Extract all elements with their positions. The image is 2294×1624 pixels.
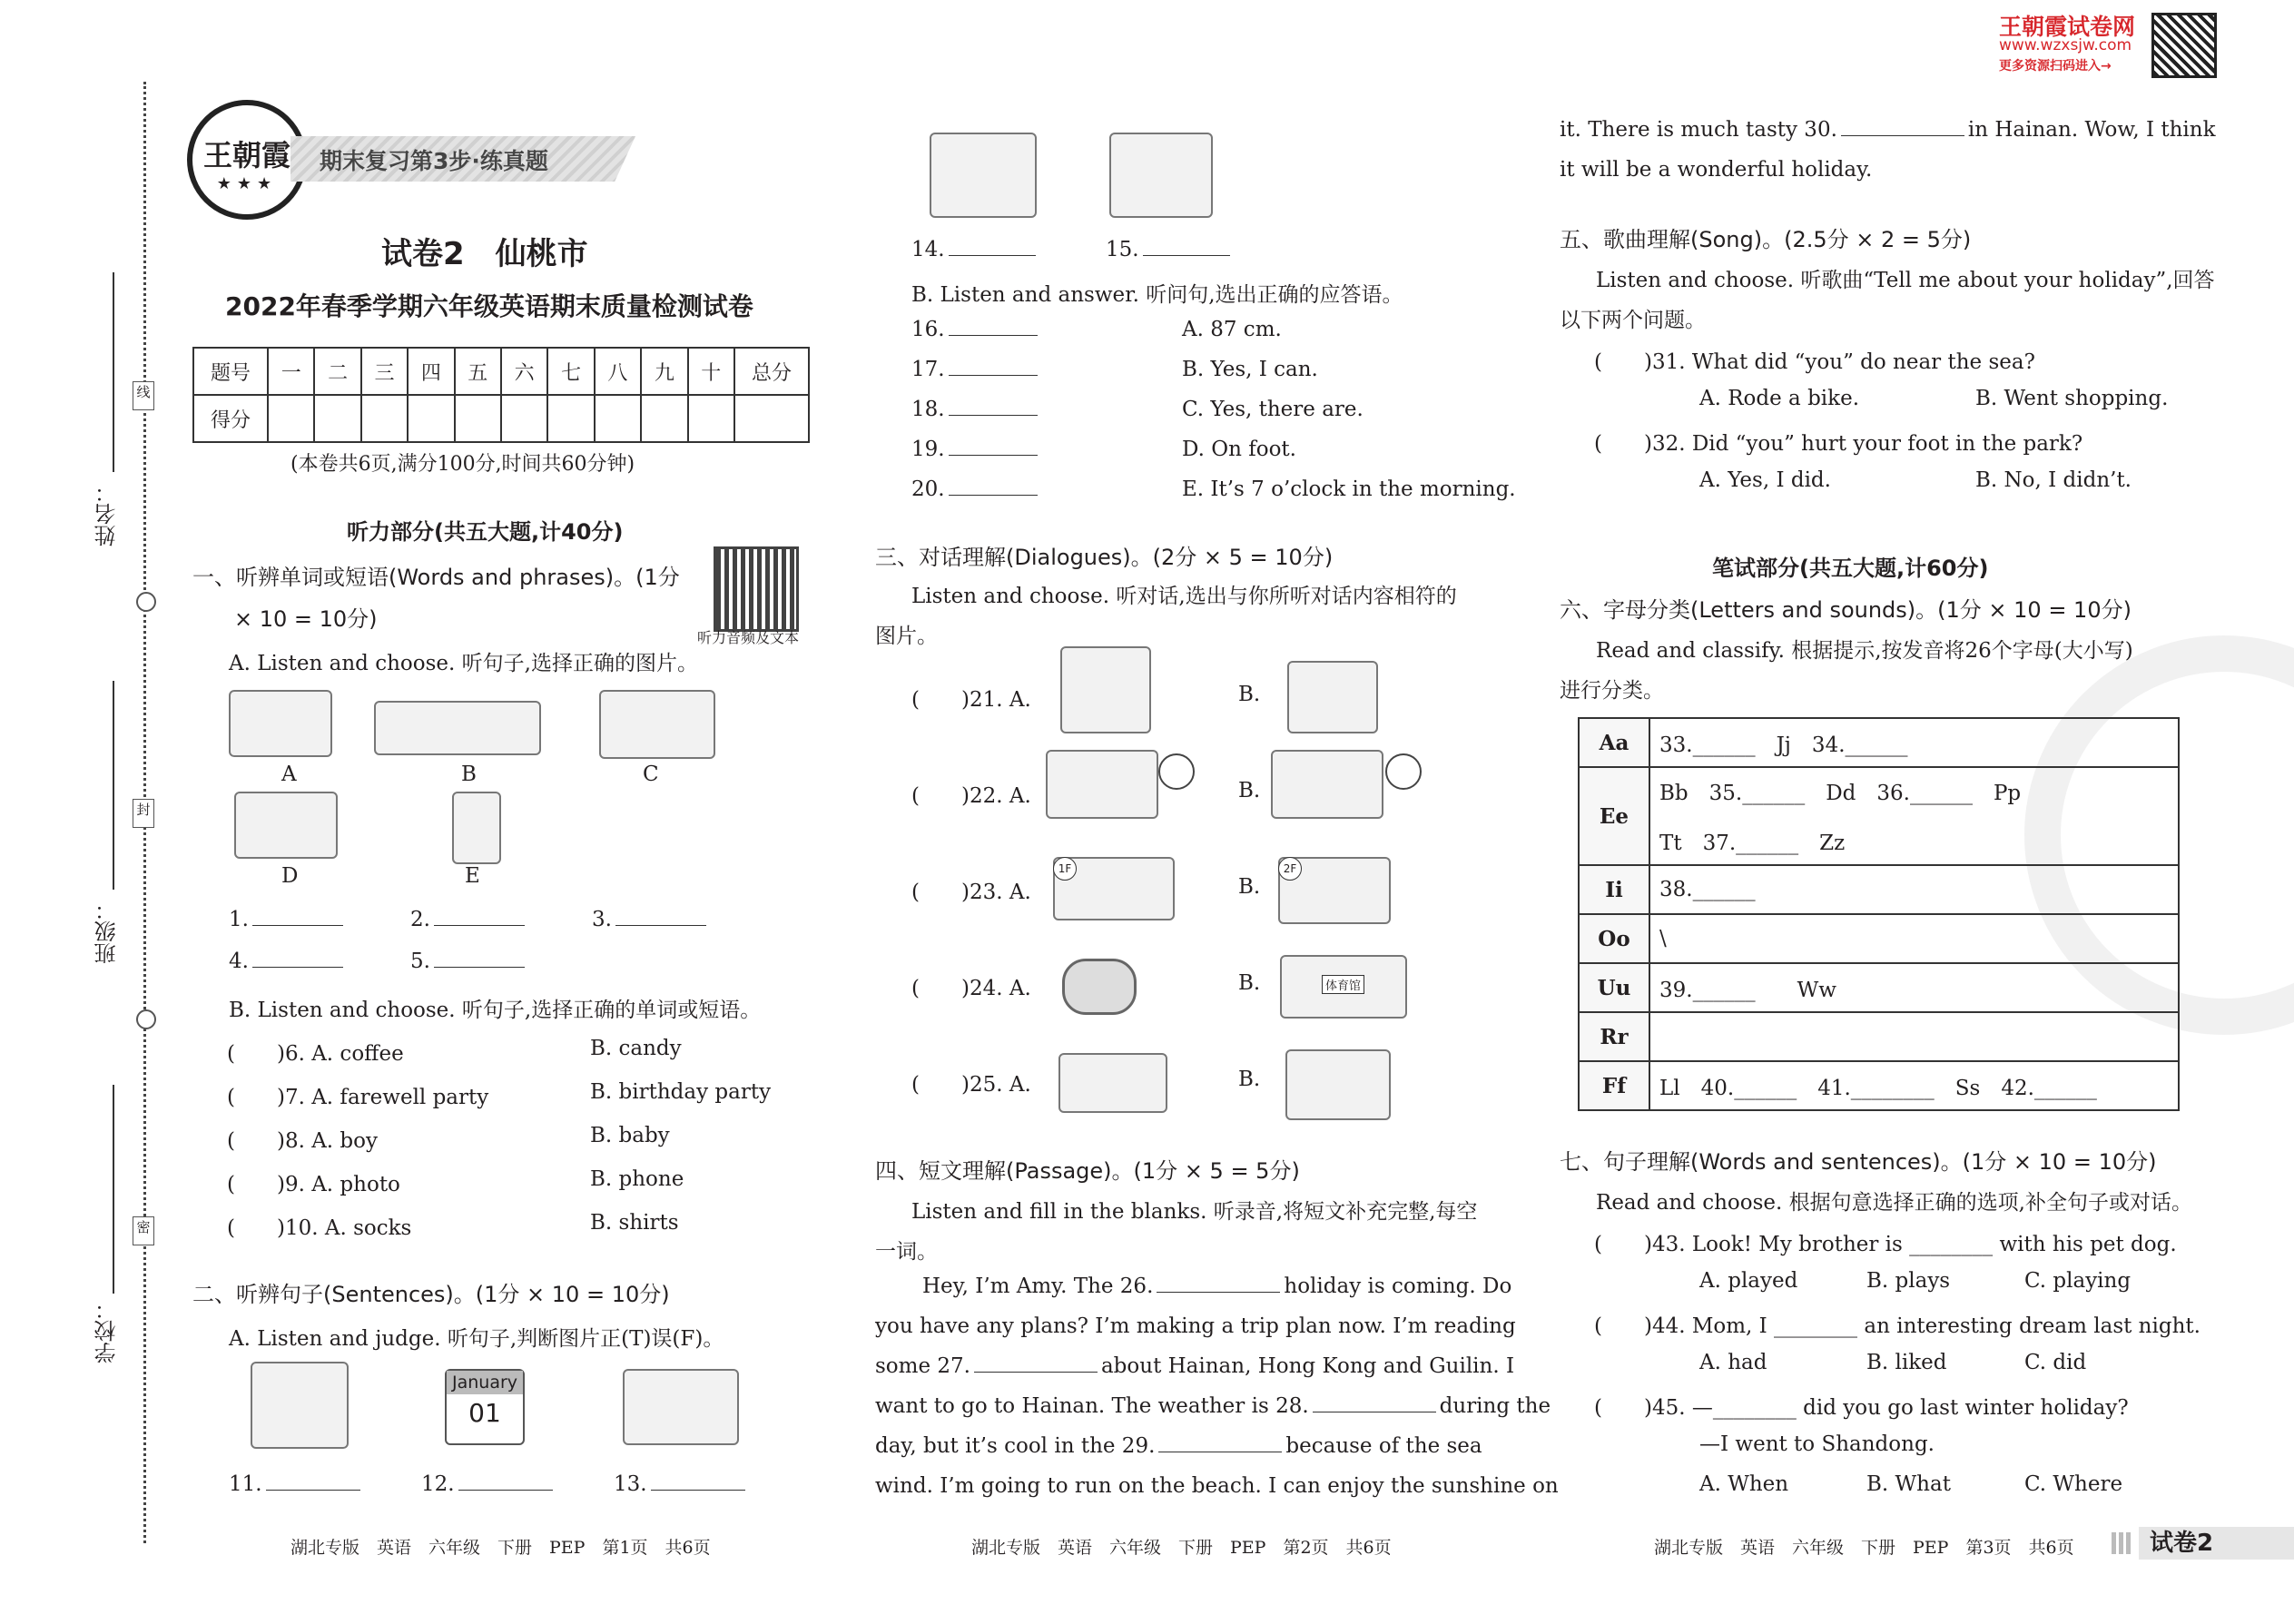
answer-blank[interactable] xyxy=(949,414,1038,416)
stadium-icon xyxy=(1062,959,1137,1015)
pic-label: D xyxy=(281,864,299,888)
blank-28[interactable] xyxy=(1313,1411,1436,1412)
section3-title: 三、对话理解(Dialogues)。(2分 × 5 = 10分) xyxy=(875,545,1334,570)
passage-text: in Hainan. Wow, I think xyxy=(1967,118,2216,142)
passage-line: wind. I’m going to run on the beach. I can enjoy the sunshine on xyxy=(875,1474,1559,1498)
option-43c: C. playing xyxy=(2024,1269,2132,1293)
blank-number: 17. xyxy=(911,358,945,381)
score-input[interactable] xyxy=(595,395,641,442)
pic-label: C xyxy=(643,763,659,786)
blank-number: 3. xyxy=(592,908,612,931)
score-input[interactable] xyxy=(734,395,809,442)
answer-option: E. It’s 7 o’clock in the morning. xyxy=(1182,477,1516,501)
letters-row xyxy=(1579,914,2179,963)
question-21[interactable]: ( )21. A. xyxy=(911,688,1031,712)
letter-values[interactable]: \ xyxy=(1649,914,2179,963)
answer-blank[interactable] xyxy=(458,1489,553,1491)
blank-26[interactable] xyxy=(1157,1291,1280,1293)
answer-blank-row xyxy=(229,908,347,931)
name-line xyxy=(113,272,114,472)
picture-plane-icon xyxy=(1058,1053,1167,1113)
listening-heading: 听力部分(共五大题,计40分) xyxy=(347,519,624,545)
calendar-icon xyxy=(445,1369,525,1445)
option-44b: B. liked xyxy=(1866,1351,1947,1374)
section4-instr: Listen and fill in the blanks. 听录音,将短文补充完整,每空 xyxy=(911,1200,1478,1224)
score-input[interactable] xyxy=(641,395,687,442)
class-label: 班级： xyxy=(94,899,120,964)
question-9[interactable]: ( )9. A. photo xyxy=(227,1173,400,1196)
score-cell: 得分 xyxy=(193,395,268,442)
passage-text: about Hainan, Hong Kong and Guilin. I xyxy=(1100,1354,1515,1378)
audio-qr-code-icon[interactable] xyxy=(714,546,799,632)
picture-child-bike-icon xyxy=(452,792,501,864)
section3-instr: Listen and choose. 听对话,选出与你所听对话内容相符的 xyxy=(911,585,1457,608)
score-cell: 十 xyxy=(688,348,734,395)
option-32a: A. Yes, I did. xyxy=(1699,468,1831,492)
letter-values[interactable]: Ll 40.______ 41.________ Ss 42.______ xyxy=(1649,1061,2179,1110)
name-label: 姓名： xyxy=(94,481,120,546)
answer-blank-row xyxy=(592,908,710,931)
answer-blank[interactable] xyxy=(615,924,706,926)
option-b-label: B. xyxy=(1238,971,1261,995)
dialogue-answer: —I went to Shandong. xyxy=(1699,1432,1935,1456)
picture-big-ben-icon xyxy=(1060,646,1151,733)
picture-kids-clock-icon xyxy=(1046,750,1158,819)
passage-line xyxy=(922,1275,1511,1298)
answer-option: A. 87 cm. xyxy=(1182,318,1282,341)
section5-title: 五、歌曲理解(Song)。(2.5分 × 2 = 5分) xyxy=(1560,227,1972,252)
score-cell: 九 xyxy=(641,348,687,395)
calendar-day: 01 xyxy=(468,1398,501,1428)
gym-sign: 体育馆 xyxy=(1322,975,1364,994)
passage-line xyxy=(875,1354,1514,1378)
letters-row xyxy=(1579,865,2179,914)
option-43b: B. plays xyxy=(1866,1269,1951,1293)
letter-values[interactable]: 39.______ Ww xyxy=(1649,963,2179,1012)
passage-text: want to go to Hainan. The weather is 28. xyxy=(875,1394,1309,1418)
option-b-label: B. xyxy=(1238,779,1261,802)
answer-blank-row xyxy=(229,1472,364,1496)
letter-values[interactable]: 33.______ Jj 34.______ xyxy=(1649,718,2179,767)
option-45c: C. Where xyxy=(2024,1472,2123,1496)
score-input[interactable] xyxy=(501,395,547,442)
blank-number: 20. xyxy=(911,477,945,501)
picture-bookshelf-icon xyxy=(251,1362,349,1449)
passage-text: because of the sea xyxy=(1285,1434,1482,1458)
score-cell: 总分 xyxy=(734,348,809,395)
option-31b: B. Went shopping. xyxy=(1975,387,2169,410)
picture-train-icon xyxy=(1285,1049,1391,1120)
blank-number: 12. xyxy=(421,1472,455,1496)
answer-blank[interactable] xyxy=(434,966,525,968)
score-cell: 八 xyxy=(595,348,641,395)
score-input[interactable] xyxy=(408,395,454,442)
answer-blank-row xyxy=(911,398,1041,421)
answer-blank[interactable] xyxy=(252,966,343,968)
score-input[interactable] xyxy=(547,395,594,442)
section6-title: 六、字母分类(Letters and sounds)。(1分 × 10 = 10分) xyxy=(1560,597,2132,623)
answer-blank-row xyxy=(911,477,1041,501)
question-43[interactable]: ( )43. Look! My brother is ________ with his pet dog. xyxy=(1594,1233,2177,1256)
letter-key: Ii xyxy=(1579,865,1649,914)
option-45b: B. What xyxy=(1866,1472,1951,1496)
passage-line xyxy=(1560,118,2216,142)
question-31[interactable]: ( )31. What did “you” do near the sea? xyxy=(1594,350,2035,374)
question-24[interactable]: ( )24. A. xyxy=(911,977,1031,1000)
answer-blank[interactable] xyxy=(252,924,343,926)
option-44a: A. had xyxy=(1699,1351,1767,1374)
option-32b: B. No, I didn’t. xyxy=(1975,468,2132,492)
section7-title: 七、句子理解(Words and sentences)。(1分 × 10 = 10分) xyxy=(1560,1149,2157,1175)
section1-title: 一、听辨单词或短语(Words and phrases)。(1分 xyxy=(192,565,680,590)
question-7[interactable]: ( )7. A. farewell party xyxy=(227,1086,489,1109)
blank-29[interactable] xyxy=(1158,1451,1282,1452)
floor-1f-badge: 1F xyxy=(1053,857,1077,881)
blank-27[interactable] xyxy=(974,1371,1098,1373)
answer-blank[interactable] xyxy=(949,334,1038,336)
question-45[interactable]: ( )45. —________ did you go last winter holiday? xyxy=(1594,1396,2129,1420)
section1-title-cont: × 10 = 10分) xyxy=(234,606,378,632)
stars-icon: ★★★ xyxy=(216,174,278,193)
logo-text: 王朝霞 xyxy=(202,138,290,172)
blank-number: 13. xyxy=(614,1472,647,1496)
floor-2f-badge: 2F xyxy=(1278,857,1302,881)
class-line xyxy=(113,681,114,890)
passage-line: it will be a wonderful holiday. xyxy=(1560,158,1873,182)
seal-xian: 线 xyxy=(133,381,154,410)
exam-title: 试卷2 仙桃市 xyxy=(381,236,588,272)
question-10[interactable]: ( )10. A. socks xyxy=(227,1216,412,1240)
answer-option: C. Yes, there are. xyxy=(1182,398,1364,421)
exam-subtitle: 2022年春季学期六年级英语期末质量检测试卷 xyxy=(225,291,753,321)
answer-blank[interactable] xyxy=(651,1489,745,1491)
score-table xyxy=(192,347,810,443)
option-43a: A. played xyxy=(1699,1269,1798,1293)
score-cell: 六 xyxy=(501,348,547,395)
site-slogan: 更多资源扫码进入→ xyxy=(1999,59,2112,74)
section5-instr: Listen and choose. 听歌曲“Tell me about your holiday”,回答 xyxy=(1596,269,2215,292)
section3-instr-cont: 图片。 xyxy=(875,625,938,648)
qr-caption: 听力音频及文本 xyxy=(697,629,800,646)
binding-hole-icon xyxy=(136,592,156,612)
letters-row xyxy=(1579,1012,2179,1061)
answer-blank-row xyxy=(229,950,347,973)
blank-number: 11. xyxy=(229,1472,262,1496)
picture-cyclists-icon xyxy=(234,792,338,859)
passage-line xyxy=(875,1434,1482,1458)
answer-blank-row xyxy=(911,238,1039,261)
letter-key: Oo xyxy=(1579,914,1649,963)
answer-blank-row xyxy=(911,438,1041,461)
clock-icon xyxy=(1385,753,1422,790)
answer-blank[interactable] xyxy=(1143,254,1230,256)
picture-classroom-icon xyxy=(599,690,715,759)
score-table-score-row xyxy=(193,395,809,442)
pic-label: B xyxy=(461,763,477,786)
section1-partB: B. Listen and choose. 听句子,选择正确的单词或短语。 xyxy=(229,999,762,1022)
section2-partA: A. Listen and judge. 听句子,判断图片正(T)误(F)。 xyxy=(229,1327,724,1351)
section6-instr: Read and classify. 根据提示,按发音将26个字母(大小写) xyxy=(1596,639,2133,663)
site-name: 王朝霞试卷网 xyxy=(1999,14,2136,40)
binding-hole-icon xyxy=(136,1009,156,1029)
option-6b: B. candy xyxy=(590,1037,682,1060)
question-22[interactable]: ( )22. A. xyxy=(911,784,1031,808)
score-cell: 七 xyxy=(547,348,594,395)
letters-row xyxy=(1579,963,2179,1012)
blank-number: 19. xyxy=(911,438,945,461)
blank-number: 2. xyxy=(410,908,430,931)
footer-page1: 湖北专版 英语 六年级 下册 PEP 第1页 共6页 xyxy=(290,1538,711,1558)
question-23[interactable]: ( )23. A. xyxy=(911,881,1031,904)
answer-option: D. On foot. xyxy=(1182,438,1296,461)
seal-feng: 封 xyxy=(133,799,154,828)
picture-mother-child-icon xyxy=(623,1369,739,1445)
letter-values[interactable] xyxy=(1649,1012,2179,1061)
site-url[interactable]: www.wzxsjw.com xyxy=(1999,36,2132,54)
letter-key: Ff xyxy=(1579,1061,1649,1110)
picture-running-track-icon xyxy=(374,701,541,755)
answer-blank-row xyxy=(1106,238,1234,261)
score-cell: 一 xyxy=(268,348,314,395)
blank-30[interactable] xyxy=(1841,134,1964,136)
answer-blank[interactable] xyxy=(949,454,1038,456)
writing-heading: 笔试部分(共五大题,计60分) xyxy=(1712,556,1989,581)
question-32[interactable]: ( )32. Did “you” hurt your foot in the park? xyxy=(1594,432,2083,456)
answer-blank-row xyxy=(410,950,528,973)
letter-key: Ee xyxy=(1579,767,1649,865)
answer-blank[interactable] xyxy=(266,1489,360,1491)
letters-row xyxy=(1579,1061,2179,1110)
question-6[interactable]: ( )6. A. coffee xyxy=(227,1042,404,1066)
section7-instr: Read and choose. 根据句意选择正确的选项,补全句子或对话。 xyxy=(1596,1191,2192,1215)
section2-title: 二、听辨句子(Sentences)。(1分 × 10 = 10分) xyxy=(192,1282,670,1307)
score-cell: 五 xyxy=(455,348,501,395)
passage-text: it. There is much tasty 30. xyxy=(1560,118,1837,142)
letter-values[interactable] xyxy=(1649,767,2179,865)
option-31a: A. Rode a bike. xyxy=(1699,387,1860,410)
section1-partA: A. Listen and choose. 听句子,选择正确的图片。 xyxy=(229,652,698,675)
answer-option: B. Yes, I can. xyxy=(1182,358,1318,381)
banner: 期末复习第3步·练真题 xyxy=(320,148,548,174)
question-44[interactable]: ( )44. Mom, I ________ an interesting dream last night. xyxy=(1594,1314,2200,1338)
score-cell: 二 xyxy=(314,348,360,395)
option-7b: B. birthday party xyxy=(590,1080,772,1104)
logo xyxy=(187,100,307,220)
score-cell: 三 xyxy=(361,348,408,395)
score-input[interactable] xyxy=(314,395,360,442)
answer-blank[interactable] xyxy=(949,254,1036,256)
letters-table xyxy=(1578,717,2180,1111)
passage-text: day, but it’s cool in the 29. xyxy=(875,1434,1156,1458)
footer-page2: 湖北专版 英语 六年级 下册 PEP 第2页 共6页 xyxy=(971,1538,1392,1558)
blank-number: 14. xyxy=(911,238,945,261)
answer-blank[interactable] xyxy=(949,374,1038,376)
option-45a: A. When xyxy=(1699,1472,1789,1496)
picture-kids-clock-icon xyxy=(1271,750,1383,819)
passage-text: during the xyxy=(1439,1394,1551,1418)
letter-values-line: Bb 35.______ Dd 36.______ Pp xyxy=(1659,782,2022,805)
calendar-month: January xyxy=(447,1371,523,1394)
letter-key: Aa xyxy=(1579,718,1649,767)
answer-blank-row xyxy=(911,318,1041,341)
passage-line xyxy=(875,1394,1551,1418)
option-10b: B. shirts xyxy=(590,1211,679,1235)
blank-number: 16. xyxy=(911,318,945,341)
passage-text: some 27. xyxy=(875,1354,970,1378)
blank-number: 15. xyxy=(1106,238,1139,261)
school-line xyxy=(113,1085,114,1294)
decor-squares-icon xyxy=(2112,1532,2133,1554)
passage-text: Hey, I’m Amy. The 26. xyxy=(922,1275,1154,1298)
answer-blank[interactable] xyxy=(434,924,525,926)
score-cell: 四 xyxy=(408,348,454,395)
qr-code-icon[interactable] xyxy=(2151,13,2217,78)
option-44c: C. did xyxy=(2024,1351,2087,1374)
option-9b: B. phone xyxy=(590,1167,684,1191)
answer-blank-row xyxy=(410,908,528,931)
blank-number: 4. xyxy=(229,950,249,973)
footer-page3: 湖北专版 英语 六年级 下册 PEP 第3页 共6页 xyxy=(1654,1538,2074,1558)
pic-label: A xyxy=(281,763,297,786)
picture-bridge-icon xyxy=(1287,661,1378,733)
picture-snowman-icon xyxy=(930,133,1037,218)
exam-note: (本卷共6页,满分100分,时间共60分钟) xyxy=(290,453,635,476)
blank-number: 5. xyxy=(410,950,430,973)
question-25[interactable]: ( )25. A. xyxy=(911,1073,1031,1097)
answer-blank-row xyxy=(614,1472,749,1496)
option-b-label: B. xyxy=(1238,875,1261,899)
school-label: 学校： xyxy=(94,1298,120,1363)
letter-values-line: Tt 37.______ Zz xyxy=(1659,832,1846,855)
blank-number: 1. xyxy=(229,908,249,931)
letter-key: Uu xyxy=(1579,963,1649,1012)
score-table-header-row xyxy=(193,348,809,395)
clock-icon xyxy=(1158,753,1195,790)
letters-row xyxy=(1579,718,2179,767)
score-input[interactable] xyxy=(268,395,314,442)
question-8[interactable]: ( )8. A. boy xyxy=(227,1129,378,1153)
option-8b: B. baby xyxy=(590,1124,670,1147)
answer-blank[interactable] xyxy=(949,494,1038,496)
letters-row xyxy=(1579,767,2179,865)
passage-line: you have any plans? I’m making a trip plan now. I’m reading xyxy=(875,1314,1516,1338)
score-input[interactable] xyxy=(361,395,408,442)
section4-title: 四、短文理解(Passage)。(1分 × 5 = 5分) xyxy=(875,1158,1300,1184)
section5-instr-cont: 以下两个问题。 xyxy=(1560,309,1706,332)
picture-umbrella-icon xyxy=(229,690,332,757)
section4-instr-cont: 一词。 xyxy=(875,1240,938,1264)
score-input[interactable] xyxy=(455,395,501,442)
passage-text: holiday is coming. Do xyxy=(1284,1275,1512,1298)
pic-label: E xyxy=(465,864,480,888)
option-b-label: B. xyxy=(1238,683,1261,706)
section6-instr-cont: 进行分类。 xyxy=(1560,679,1664,703)
seal-mi: 密 xyxy=(133,1216,154,1245)
section2-partB: B. Listen and answer. 听问句,选出正确的应答语。 xyxy=(911,283,1403,307)
answer-blank-row xyxy=(421,1472,556,1496)
picture-sleeping-moon-icon xyxy=(1109,133,1213,218)
paper-badge: 试卷2 xyxy=(2139,1527,2294,1560)
score-cell: 题号 xyxy=(193,348,268,395)
blank-number: 18. xyxy=(911,398,945,421)
score-input[interactable] xyxy=(688,395,734,442)
letter-values[interactable]: 38.______ xyxy=(1649,865,2179,914)
answer-blank-row xyxy=(911,358,1041,381)
letter-key: Rr xyxy=(1579,1012,1649,1061)
option-b-label: B. xyxy=(1238,1068,1261,1091)
